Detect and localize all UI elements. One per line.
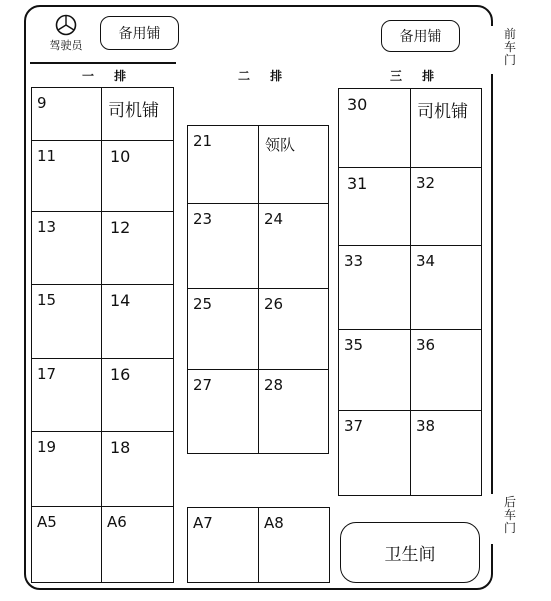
berth-9[interactable]: [31, 87, 102, 141]
berth-number: 10: [110, 147, 131, 166]
berth-36[interactable]: [410, 329, 482, 411]
row-2-label: 二 排: [238, 69, 291, 83]
spare-berth-front-left[interactable]: [100, 16, 179, 50]
berth-33[interactable]: [338, 245, 411, 330]
berth-number: 19: [37, 438, 57, 456]
front-door-label: [503, 28, 517, 67]
rear-door-char: 门: [503, 521, 516, 535]
berth-number: A8: [264, 514, 284, 532]
berth-number: 38: [416, 417, 436, 435]
berth-28[interactable]: [258, 369, 329, 454]
berth-16[interactable]: [101, 358, 174, 432]
berth-number: 12: [110, 218, 131, 237]
berth-26[interactable]: [258, 288, 329, 370]
spare-berth-label: 备用铺: [399, 29, 442, 45]
berth-number: 35: [344, 336, 364, 354]
berth-driver-left[interactable]: [101, 87, 174, 141]
driver-seat: [40, 14, 92, 53]
berth-number: 37: [344, 417, 364, 435]
berth-A7[interactable]: [187, 507, 259, 583]
berth-A6[interactable]: [101, 506, 174, 583]
berth-18[interactable]: [101, 431, 174, 507]
berth-number: 31: [347, 174, 368, 193]
front-door-char: 前: [503, 27, 516, 41]
berth-17[interactable]: [31, 358, 102, 432]
berth-19[interactable]: [31, 431, 102, 507]
berth-31[interactable]: [338, 167, 411, 246]
berth-label: 司机铺: [108, 101, 159, 121]
berth-number: 15: [37, 291, 57, 309]
berth-number: 17: [37, 365, 57, 383]
berth-13[interactable]: [31, 211, 102, 285]
berth-12[interactable]: [101, 211, 174, 285]
berth-A8[interactable]: [258, 507, 330, 583]
berth-11[interactable]: [31, 140, 102, 212]
row-3-label: 三 排: [390, 69, 443, 83]
berth-27[interactable]: [187, 369, 259, 454]
spare-berth-front-right[interactable]: [381, 20, 460, 52]
berth-number: 9: [37, 94, 47, 112]
berth-number: 23: [193, 210, 213, 228]
berth-24[interactable]: [258, 203, 329, 289]
berth-10[interactable]: [101, 140, 174, 212]
berth-number: 18: [110, 438, 131, 457]
berth-number: 13: [37, 218, 57, 236]
rear-door-char: 车: [503, 508, 516, 522]
berth-number: 21: [193, 132, 213, 150]
berth-number: 32: [416, 174, 436, 192]
berth-30[interactable]: [338, 88, 411, 168]
steering-wheel-icon: [55, 14, 77, 36]
berth-number: 24: [264, 210, 284, 228]
berth-number: 34: [416, 252, 436, 270]
berth-34[interactable]: [410, 245, 482, 330]
berth-number: 30: [347, 95, 368, 114]
berth-number: A7: [193, 514, 213, 532]
berth-number: 36: [416, 336, 436, 354]
berth-number: 33: [344, 252, 364, 270]
driver-divider: [30, 62, 176, 64]
berth-number: 11: [37, 147, 57, 165]
toilet-label: 卫生间: [384, 545, 436, 565]
berth-leader[interactable]: [258, 125, 329, 204]
berth-number: 26: [264, 295, 284, 313]
driver-label: 驾驶员: [49, 39, 83, 52]
front-door-char: 车: [503, 40, 516, 54]
berth-number: 14: [110, 291, 131, 310]
berth-23[interactable]: [187, 203, 259, 289]
rear-door-gap: [489, 494, 495, 544]
berth-14[interactable]: [101, 284, 174, 359]
berth-35[interactable]: [338, 329, 411, 411]
berth-A5[interactable]: [31, 506, 102, 583]
front-door-char: 门: [503, 53, 516, 67]
berth-number: 16: [110, 365, 131, 384]
berth-number: A5: [37, 513, 57, 531]
rear-door-label: [503, 496, 517, 535]
berth-25[interactable]: [187, 288, 259, 370]
berth-label: 司机铺: [417, 102, 468, 122]
berth-label: 领队: [265, 136, 296, 154]
berth-number: A6: [107, 513, 127, 531]
berth-21[interactable]: [187, 125, 259, 204]
toilet[interactable]: [340, 522, 480, 583]
rear-door-char: 后: [503, 495, 516, 509]
berth-38[interactable]: [410, 410, 482, 496]
berth-32[interactable]: [410, 167, 482, 246]
berth-15[interactable]: [31, 284, 102, 359]
berth-driver-right[interactable]: [410, 88, 482, 168]
spare-berth-label: 备用铺: [118, 26, 161, 42]
berth-number: 25: [193, 295, 213, 313]
berth-number: 27: [193, 376, 213, 394]
row-1-label: 一 排: [82, 69, 135, 83]
berth-37[interactable]: [338, 410, 411, 496]
berth-number: 28: [264, 376, 284, 394]
front-door-gap: [489, 26, 495, 74]
